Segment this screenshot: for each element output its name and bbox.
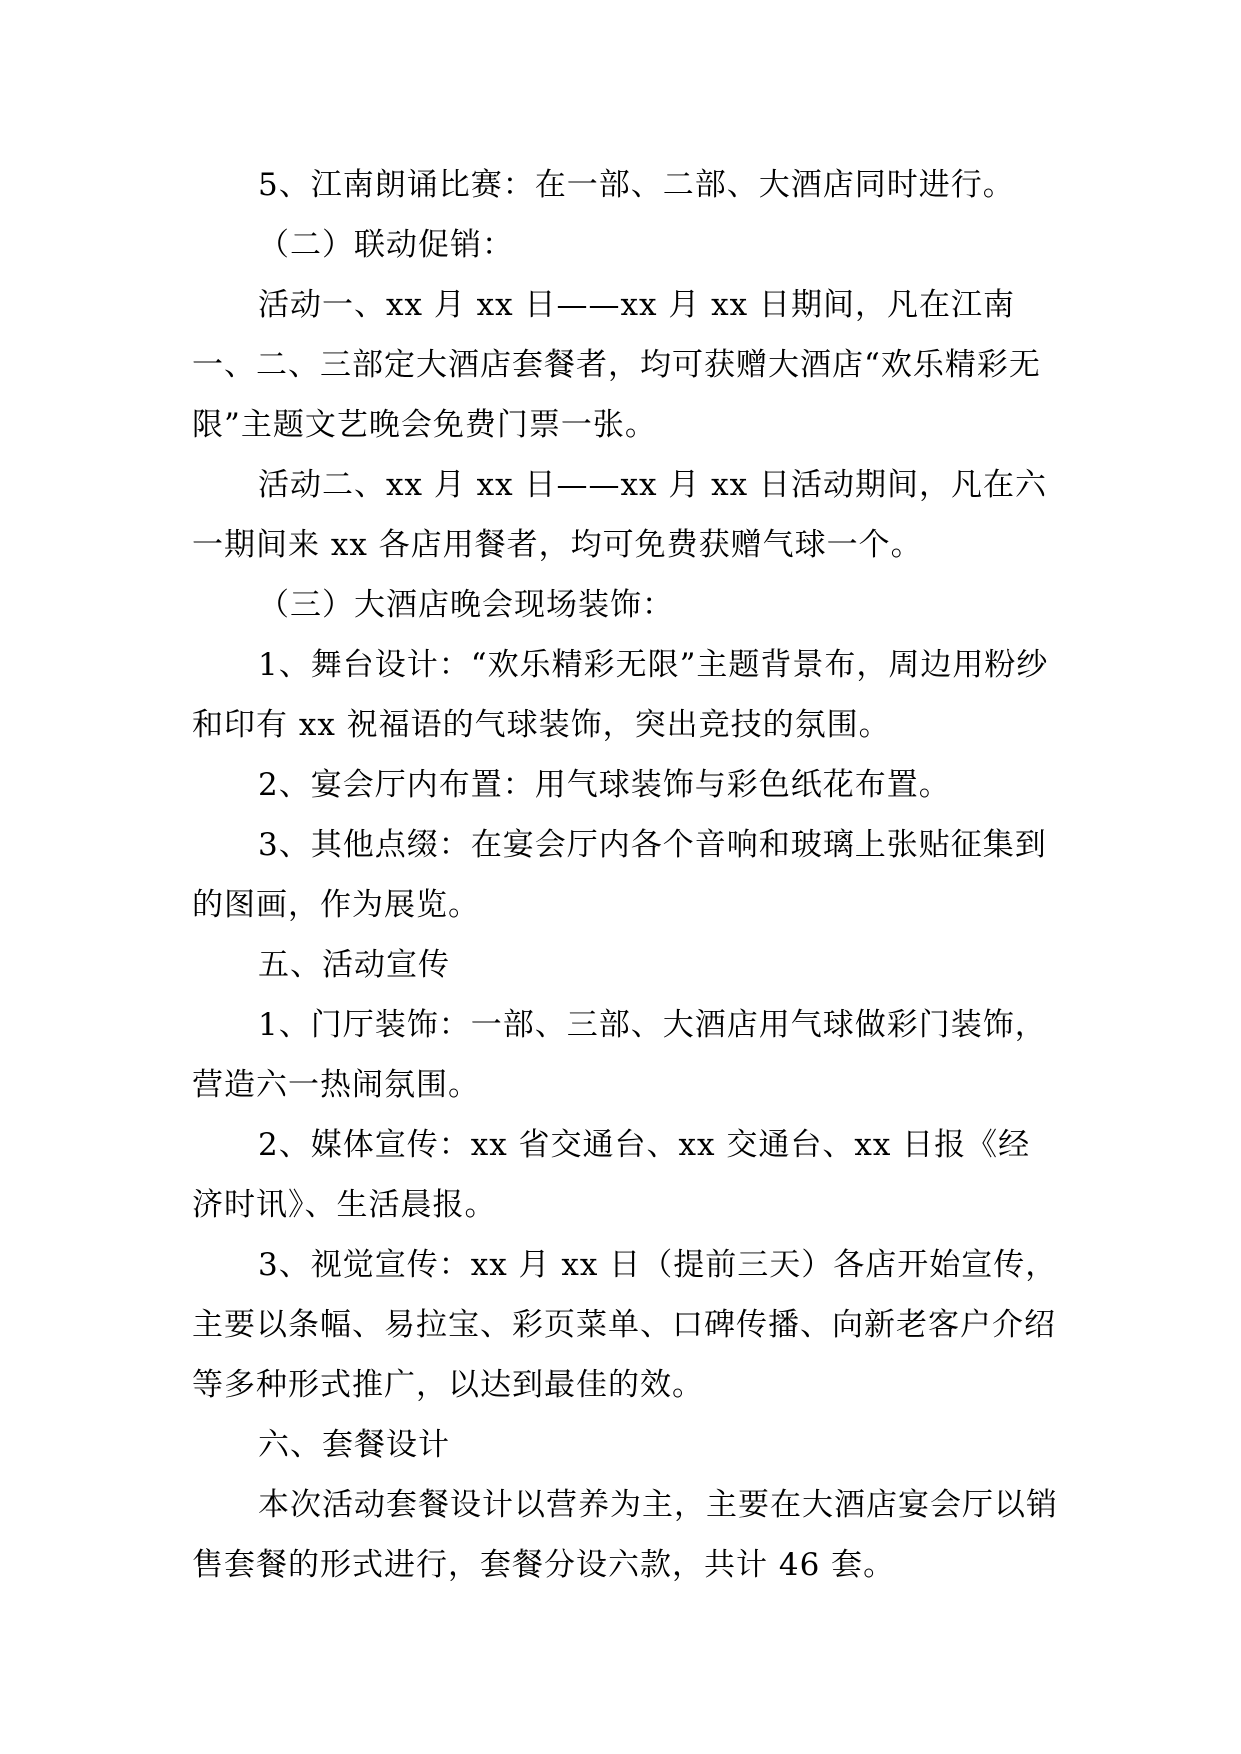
paragraph-promotion-heading: 五、活动宣传 — [258, 947, 450, 983]
paragraph-joint-promotion-heading: （二）联动促销： — [258, 227, 514, 263]
paragraph-visual-promotion: 3、视觉宣传：xx 月 xx 日（提前三天）各店开始宣传，主要以条幅、易拉宝、彩页菜单、口碑传播、向新老客户介绍等多种形式推广，以达到最佳的效。 — [192, 1247, 1058, 1403]
paragraph-activity-one: 活动一、xx 月 xx 日——xx 月 xx 日期间，凡在江南一、二、三部定大酒店套餐者，均可获赠大酒店“欢乐精彩无限”主题文艺晚会免费门票一张。 — [192, 287, 1041, 443]
document-body — [192, 155, 1062, 1595]
paragraph-venue-decoration-heading: （三）大酒店晚会现场装饰： — [258, 587, 674, 623]
paragraph-other-decorations: 3、其他点缀：在宴会厅内各个音响和玻璃上张贴征集到的图画，作为展览。 — [192, 827, 1047, 923]
paragraph-media-promotion: 2、媒体宣传：xx 省交通台、xx 交通台、xx 日报《经济时讯》、生活晨报。 — [192, 1127, 1031, 1223]
paragraph-package-design-heading: 六、套餐设计 — [258, 1427, 450, 1463]
paragraph-jiangnan-recitation: 5、江南朗诵比赛：在一部、二部、大酒店同时进行。 — [258, 167, 1015, 203]
paragraph-lobby-decoration: 1、门厅装饰：一部、三部、大酒店用气球做彩门装饰，营造六一热闹氛围。 — [192, 1007, 1047, 1103]
paragraph-stage-design: 1、舞台设计：“欢乐精彩无限”主题背景布，周边用粉纱和印有 xx 祝福语的气球装饰，突出竞技的氛围。 — [192, 647, 1049, 743]
paragraph-banquet-hall-setup: 2、宴会厅内布置：用气球装饰与彩色纸花布置。 — [258, 767, 951, 803]
paragraph-activity-two: 活动二、xx 月 xx 日——xx 月 xx 日活动期间，凡在六一期间来 xx 各店用餐者，均可免费获赠气球一个。 — [192, 467, 1047, 563]
paragraph-package-design-details: 本次活动套餐设计以营养为主，主要在大酒店宴会厅以销售套餐的形式进行，套餐分设六款，共计 46 套。 — [192, 1487, 1058, 1583]
